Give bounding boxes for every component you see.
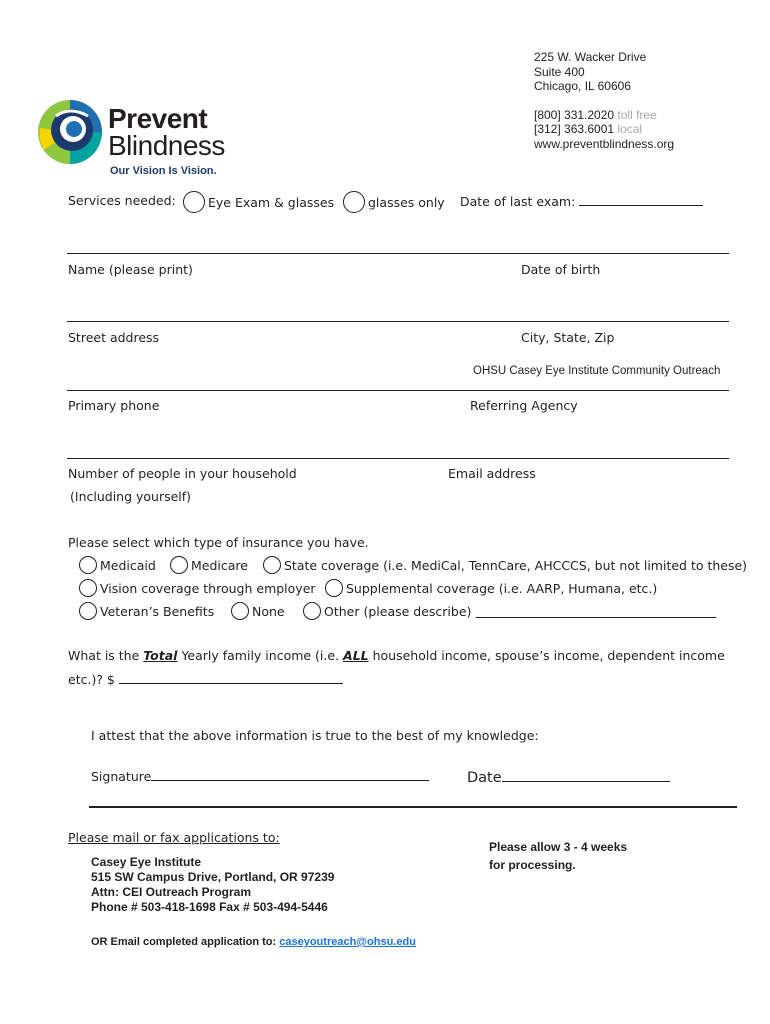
mail-line-2: 515 SW Campus Drive, Portland, OR 97239 (91, 870, 335, 884)
prevent-blindness-logo (36, 98, 236, 180)
insurance-other-blank[interactable] (476, 605, 716, 618)
signature-blank[interactable] (151, 768, 429, 781)
address-line-3: Chicago, IL 60606 (534, 79, 631, 94)
radio-other[interactable] (303, 602, 321, 620)
address-line-2: Suite 400 (534, 64, 585, 79)
mail-line-4: Phone # 503-418-1698 Fax # 503-494-5446 (91, 900, 328, 914)
insurance-supplemental[interactable] (325, 579, 657, 597)
income-question: What is the Total Yearly family income (i.e. ALL household income, spouse’s income, dependent income (68, 648, 725, 663)
radio-glasses-only[interactable] (343, 191, 365, 213)
insurance-none-label: None (252, 603, 285, 619)
toll-free-phone: [800] 331.2020 toll free (534, 107, 657, 122)
toll-free-label: toll free (617, 107, 657, 122)
local-phone: [312] 363.6001 local (534, 122, 643, 137)
address-line-1: 225 W. Wacker Drive (534, 50, 647, 64)
insurance-medicare-label: Medicare (191, 557, 248, 573)
insurance-veteran[interactable] (79, 602, 214, 620)
mail-line-1: Casey Eye Institute (91, 855, 202, 869)
service-option-exam-glasses[interactable] (183, 191, 334, 213)
insurance-veteran-label: Veteran’s Benefits (100, 603, 215, 619)
household-note: (Including yourself) (70, 489, 192, 504)
service-option-glasses-only-label: glasses only (368, 194, 445, 210)
dob-label: Date of birth (521, 262, 601, 277)
divider-household (67, 458, 729, 459)
name-label: Name (please print) (68, 262, 193, 277)
radio-medicaid[interactable] (79, 556, 97, 574)
referring-agency-value: OHSU Casey Eye Institute Community Outreach (473, 365, 721, 377)
mail-address-block (91, 855, 334, 915)
website: www.preventblindness.org (534, 136, 675, 151)
insurance-other[interactable] (303, 602, 716, 620)
radio-exam-glasses[interactable] (183, 191, 205, 213)
divider-phone (67, 390, 729, 391)
logo-name-line-1: Prevent (108, 103, 208, 134)
local-label: local (617, 122, 643, 137)
signature-field[interactable] (91, 768, 429, 784)
service-option-exam-glasses-label: Eye Exam & glasses (208, 194, 335, 210)
insurance-vision-label: Vision coverage through employer (100, 580, 316, 596)
divider-name (67, 253, 729, 254)
last-exam-field[interactable] (460, 193, 703, 209)
eye-logo-icon (36, 98, 104, 166)
mail-heading: Please mail or fax applications to: (68, 830, 280, 845)
email-label: Email address (448, 466, 536, 481)
outreach-email-link[interactable]: caseyoutreach@ohsu.edu (279, 936, 416, 948)
insurance-prompt: Please select which type of insurance you have. (68, 535, 369, 550)
logo-tagline: Our Vision Is Vision. (110, 165, 217, 177)
divider-attest (89, 806, 737, 808)
processing-line-1: Please allow 3 - 4 weeks (489, 840, 628, 854)
processing-note (489, 838, 627, 874)
date-label: Date (467, 770, 502, 786)
insurance-other-label: Other (please describe) (324, 603, 472, 619)
street-label: Street address (68, 330, 160, 345)
household-label: Number of people in your household (68, 466, 297, 481)
insurance-state-label: State coverage (i.e. MediCal, TennCare, AHCCCS, but not limited to these) (284, 557, 748, 573)
radio-none[interactable] (231, 602, 249, 620)
insurance-medicaid[interactable] (79, 556, 156, 574)
referring-agency-label: Referring Agency (470, 398, 578, 413)
radio-vision[interactable] (79, 579, 97, 597)
income-blank[interactable] (119, 671, 343, 684)
last-exam-label: Date of last exam: (460, 194, 576, 209)
insurance-supplemental-label: Supplemental coverage (i.e. AARP, Humana, etc.) (346, 580, 658, 596)
income-total-emphasis: Total (143, 648, 178, 663)
income-all-emphasis: ALL (343, 648, 369, 663)
service-option-glasses-only[interactable] (343, 191, 445, 213)
address-block (534, 50, 674, 152)
insurance-none[interactable] (231, 602, 285, 620)
mail-line-3: Attn: CEI Outreach Program (91, 885, 252, 899)
last-exam-blank[interactable] (579, 193, 703, 206)
radio-veteran[interactable] (79, 602, 97, 620)
radio-supplemental[interactable] (325, 579, 343, 597)
divider-street (67, 321, 729, 322)
insurance-medicaid-label: Medicaid (100, 557, 156, 573)
phone-label: Primary phone (68, 398, 160, 413)
income-field[interactable] (68, 671, 343, 687)
attest-statement: I attest that the above information is true to the best of my knowledge: (91, 728, 539, 743)
email-instruction: OR Email completed application to: caseyoutreach@ohsu.edu (91, 936, 416, 948)
insurance-state[interactable] (263, 556, 747, 574)
signature-label: Signature (91, 769, 152, 784)
city-state-zip-label: City, State, Zip (521, 330, 615, 345)
radio-medicare[interactable] (170, 556, 188, 574)
logo-name-line-2: Blindness (108, 130, 225, 161)
processing-line-2: for processing. (489, 858, 576, 872)
income-line-2: etc.)? $ (68, 672, 115, 687)
services-needed-label: Services needed: (68, 193, 176, 208)
date-blank[interactable] (502, 767, 670, 782)
insurance-medicare[interactable] (170, 556, 248, 574)
insurance-vision[interactable] (79, 579, 316, 597)
date-field[interactable] (467, 767, 670, 786)
radio-state[interactable] (263, 556, 281, 574)
